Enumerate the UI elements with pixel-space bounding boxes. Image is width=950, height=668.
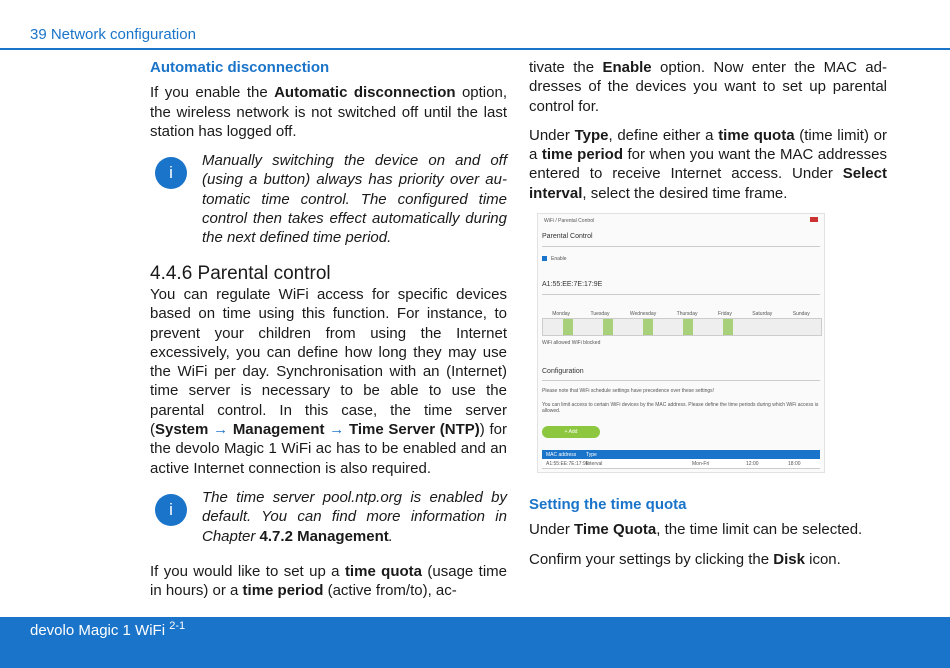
day-label: Friday xyxy=(717,311,732,318)
running-header: 39 Network configuration xyxy=(30,26,196,43)
left-column xyxy=(150,58,507,610)
divider xyxy=(542,246,820,247)
paragraph-time-quota: Under Time Quota, the time limit can be selected. xyxy=(529,521,863,539)
allowed-block xyxy=(643,319,653,335)
day-label: Thursday xyxy=(676,311,698,318)
section-title-auto-disconnect: Automatic disconnection xyxy=(150,59,330,76)
info-icon: i xyxy=(155,157,187,189)
paragraph-disk: Confirm your settings by clicking the Disk icon. xyxy=(529,550,841,568)
day-label: Wednesday xyxy=(629,311,657,318)
paragraph-type: Under Type, define either a time quota (time limit) or a time period for when you want the MAC addresses entered to receive Internet access. Under Select interval, select the desired time frame. xyxy=(529,126,887,202)
divider xyxy=(542,380,820,381)
note-text: The time server pool.ntp.org is enabled by default. You can find more information in Chapter 4.7.2 Management. xyxy=(202,488,507,545)
paragraph-enable: tivate the Enable option. Now enter the MAC addresses of the devices you want to set up parental control for. xyxy=(529,59,887,115)
screenshot-title: Parental Control xyxy=(542,233,593,241)
section-title-parental-control: 4.4.6 Parental control xyxy=(150,262,331,284)
config-note: You can limit access to certain WiFi devices by the MAC address. Please define the time periods during which WiFi access is allowed. xyxy=(542,402,819,415)
paragraph-time-quota-intro: If you would like to set up a time quota (usage time in hours) or a time period (active from/to), ac- xyxy=(150,562,507,600)
info-icon: i xyxy=(155,494,187,526)
enable-checkbox xyxy=(542,256,547,261)
day-label: Tuesday xyxy=(590,311,610,318)
note-text: Manually switching the device on and off (using a button) always has priority over automatic time control. The configured time control then takes effect automatically during the next defined time period. xyxy=(202,152,507,247)
right-column xyxy=(529,58,887,579)
add-button: + Add xyxy=(542,426,600,438)
day-label: Saturday xyxy=(752,311,773,318)
day-labels xyxy=(542,311,820,317)
table-row: A1:55:EE:7E:17:9E Interval Mon-Fri 12:00 18:00 xyxy=(542,459,820,469)
schedule-legend: WiFi allowed WiFi blocked xyxy=(542,340,601,347)
header-rule xyxy=(0,48,950,50)
info-note-ntp xyxy=(150,488,507,546)
section-title-time-quota: Setting the time quota xyxy=(529,496,687,514)
allowed-block xyxy=(723,319,733,335)
day-label: Monday xyxy=(552,311,571,318)
allowed-block xyxy=(563,319,573,335)
allowed-block xyxy=(683,319,693,335)
arrow-icon: → xyxy=(213,421,229,439)
table-header: MAC address Type xyxy=(542,450,820,459)
config-title: Configuration xyxy=(542,368,584,376)
enable-label: Enable xyxy=(551,256,567,263)
divider xyxy=(542,294,820,295)
paragraph-auto-disconnect: If you enable the Automatic disconnection option, the wireless network is not switched off until the last station has logged off. xyxy=(150,84,507,140)
config-note: Please note that WiFi schedule settings have precedence over these settings! xyxy=(542,388,715,395)
flag-icon xyxy=(810,217,818,222)
screenshot-breadcrumb: WiFi / Parental Control xyxy=(544,218,595,225)
parental-control-screenshot xyxy=(537,213,825,473)
day-label: Sunday xyxy=(792,311,810,318)
info-note-manual-switch xyxy=(150,151,507,247)
arrow-icon: → xyxy=(329,421,345,439)
footer-product: devolo Magic 1 WiFi $^{2-1}$ xyxy=(30,620,186,639)
mac-heading: A1:55:EE:7E:17:9E xyxy=(542,281,603,289)
allowed-block xyxy=(603,319,613,335)
schedule-bar xyxy=(542,318,822,336)
paragraph-parental-intro: You can regulate WiFi access for specific devices based on time using this function. For instance, to prevent your children from using the Internet excessively, you can define how long they may use the WiFi per day. Synchronisation with an (Internet) time server is necessary to be able to use the parental control. In this case, the time server (System → Management → Time Server (NTP)) for the devolo Magic 1 WiFi ac has to be enabled and an active Internet connection is also required. xyxy=(150,285,508,477)
